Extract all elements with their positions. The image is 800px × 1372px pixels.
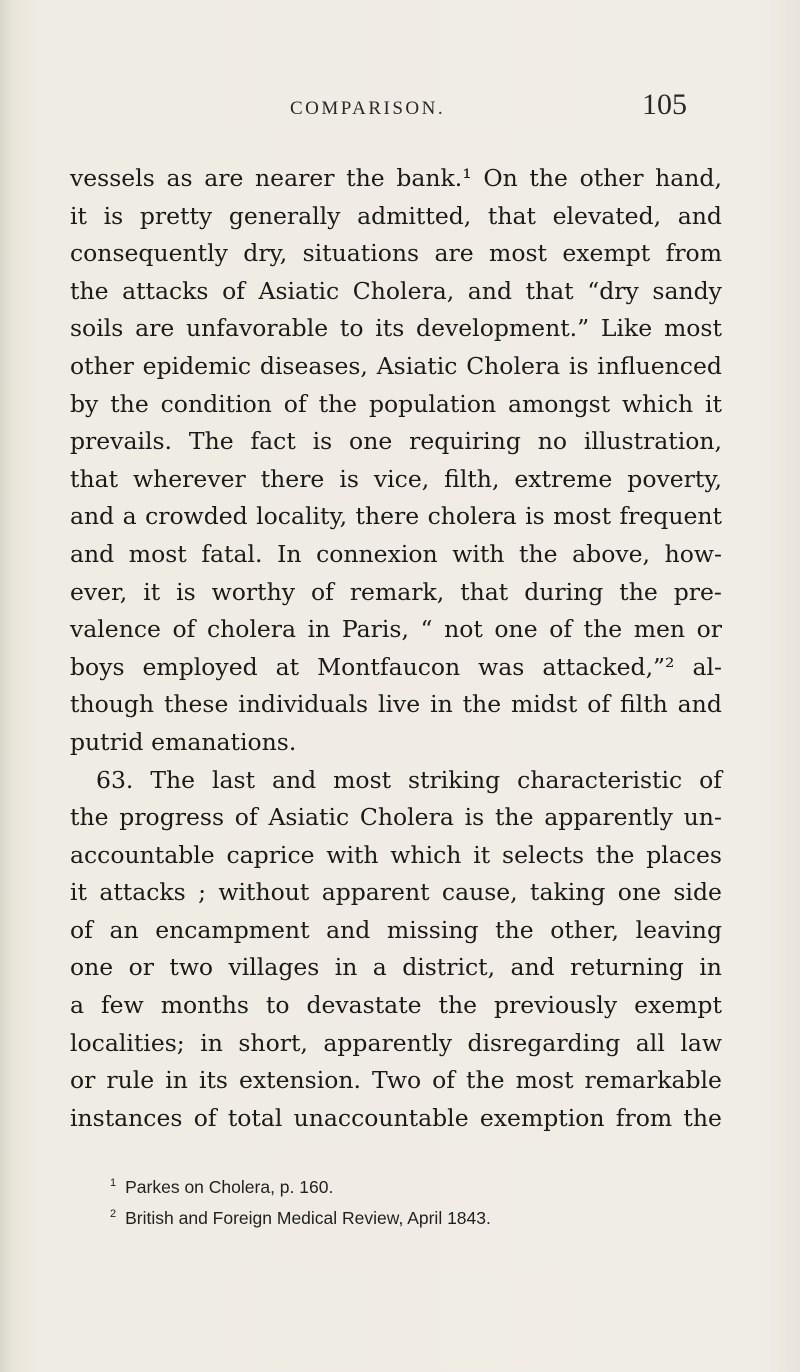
text-line: of an encampment and missing the other, leaving [70,915,722,944]
footnote [110,1170,710,1201]
text-line: instances of total unaccountable exemption from the [70,1103,722,1132]
footnote-text: Parkes on Cholera, p. 160. [125,1176,334,1197]
footnote [110,1201,710,1232]
text-line: 63. The last and most striking characteristic of [96,765,722,794]
text-line: by the condition of the population amongst which it [70,389,722,418]
text-line: the progress of Asiatic Cholera is the apparently un- [70,803,722,832]
text-line: boys employed at Montfaucon was attacked,”² al- [70,652,722,681]
text-line: other epidemic diseases, Asiatic Cholera is influenced [70,351,722,380]
text-line: it is pretty generally admitted, that elevated, and [70,201,722,230]
text-line: or rule in its extension. Two of the most remarkable [70,1066,722,1095]
text-line: and most fatal. In connexion with the above, how- [70,539,722,568]
text-line: that wherever there is vice, filth, extreme poverty, [70,464,722,493]
footnotes [110,1170,710,1232]
footnote-mark: 2 [110,1207,117,1220]
text-line: ever, it is worthy of remark, that during the pre- [70,577,722,606]
text-line: one or two villages in a district, and returning in [70,953,722,982]
body-text [70,160,722,1137]
text-line: localities; in short, apparently disregarding all law [70,1028,722,1057]
text-line: the attacks of Asiatic Cholera, and that “dry sandy [70,276,722,305]
footnote-mark: 1 [110,1177,117,1189]
page-gutter-shadow [0,0,14,1372]
text-line: soils are unfavorable to its development.” Like most [70,314,722,343]
running-head: COMPARISON. [290,98,446,119]
footnote-text: British and Foreign Medical Review, April 1843. [125,1207,491,1228]
text-line: consequently dry, situations are most exempt from [70,239,722,268]
text-line: and a crowded locality, there cholera is most frequent [70,502,722,531]
text-line: it attacks ; without apparent cause, taking one side [70,878,722,907]
text-line: prevails. The fact is one requiring no illustration, [70,427,722,456]
text-line: accountable caprice with which it selects the places [70,840,722,869]
page-header [0,88,800,128]
text-line: a few months to devastate the previously exempt [70,991,722,1020]
page-number: 105 [642,88,687,121]
text-line: valence of cholera in Paris, “ not one of the men or [70,615,722,644]
text-line: though these individuals live in the midst of filth and [70,690,722,719]
text-line: putrid emanations. [70,727,297,756]
text-line: vessels as are nearer the bank.¹ On the other hand, [70,164,722,192]
